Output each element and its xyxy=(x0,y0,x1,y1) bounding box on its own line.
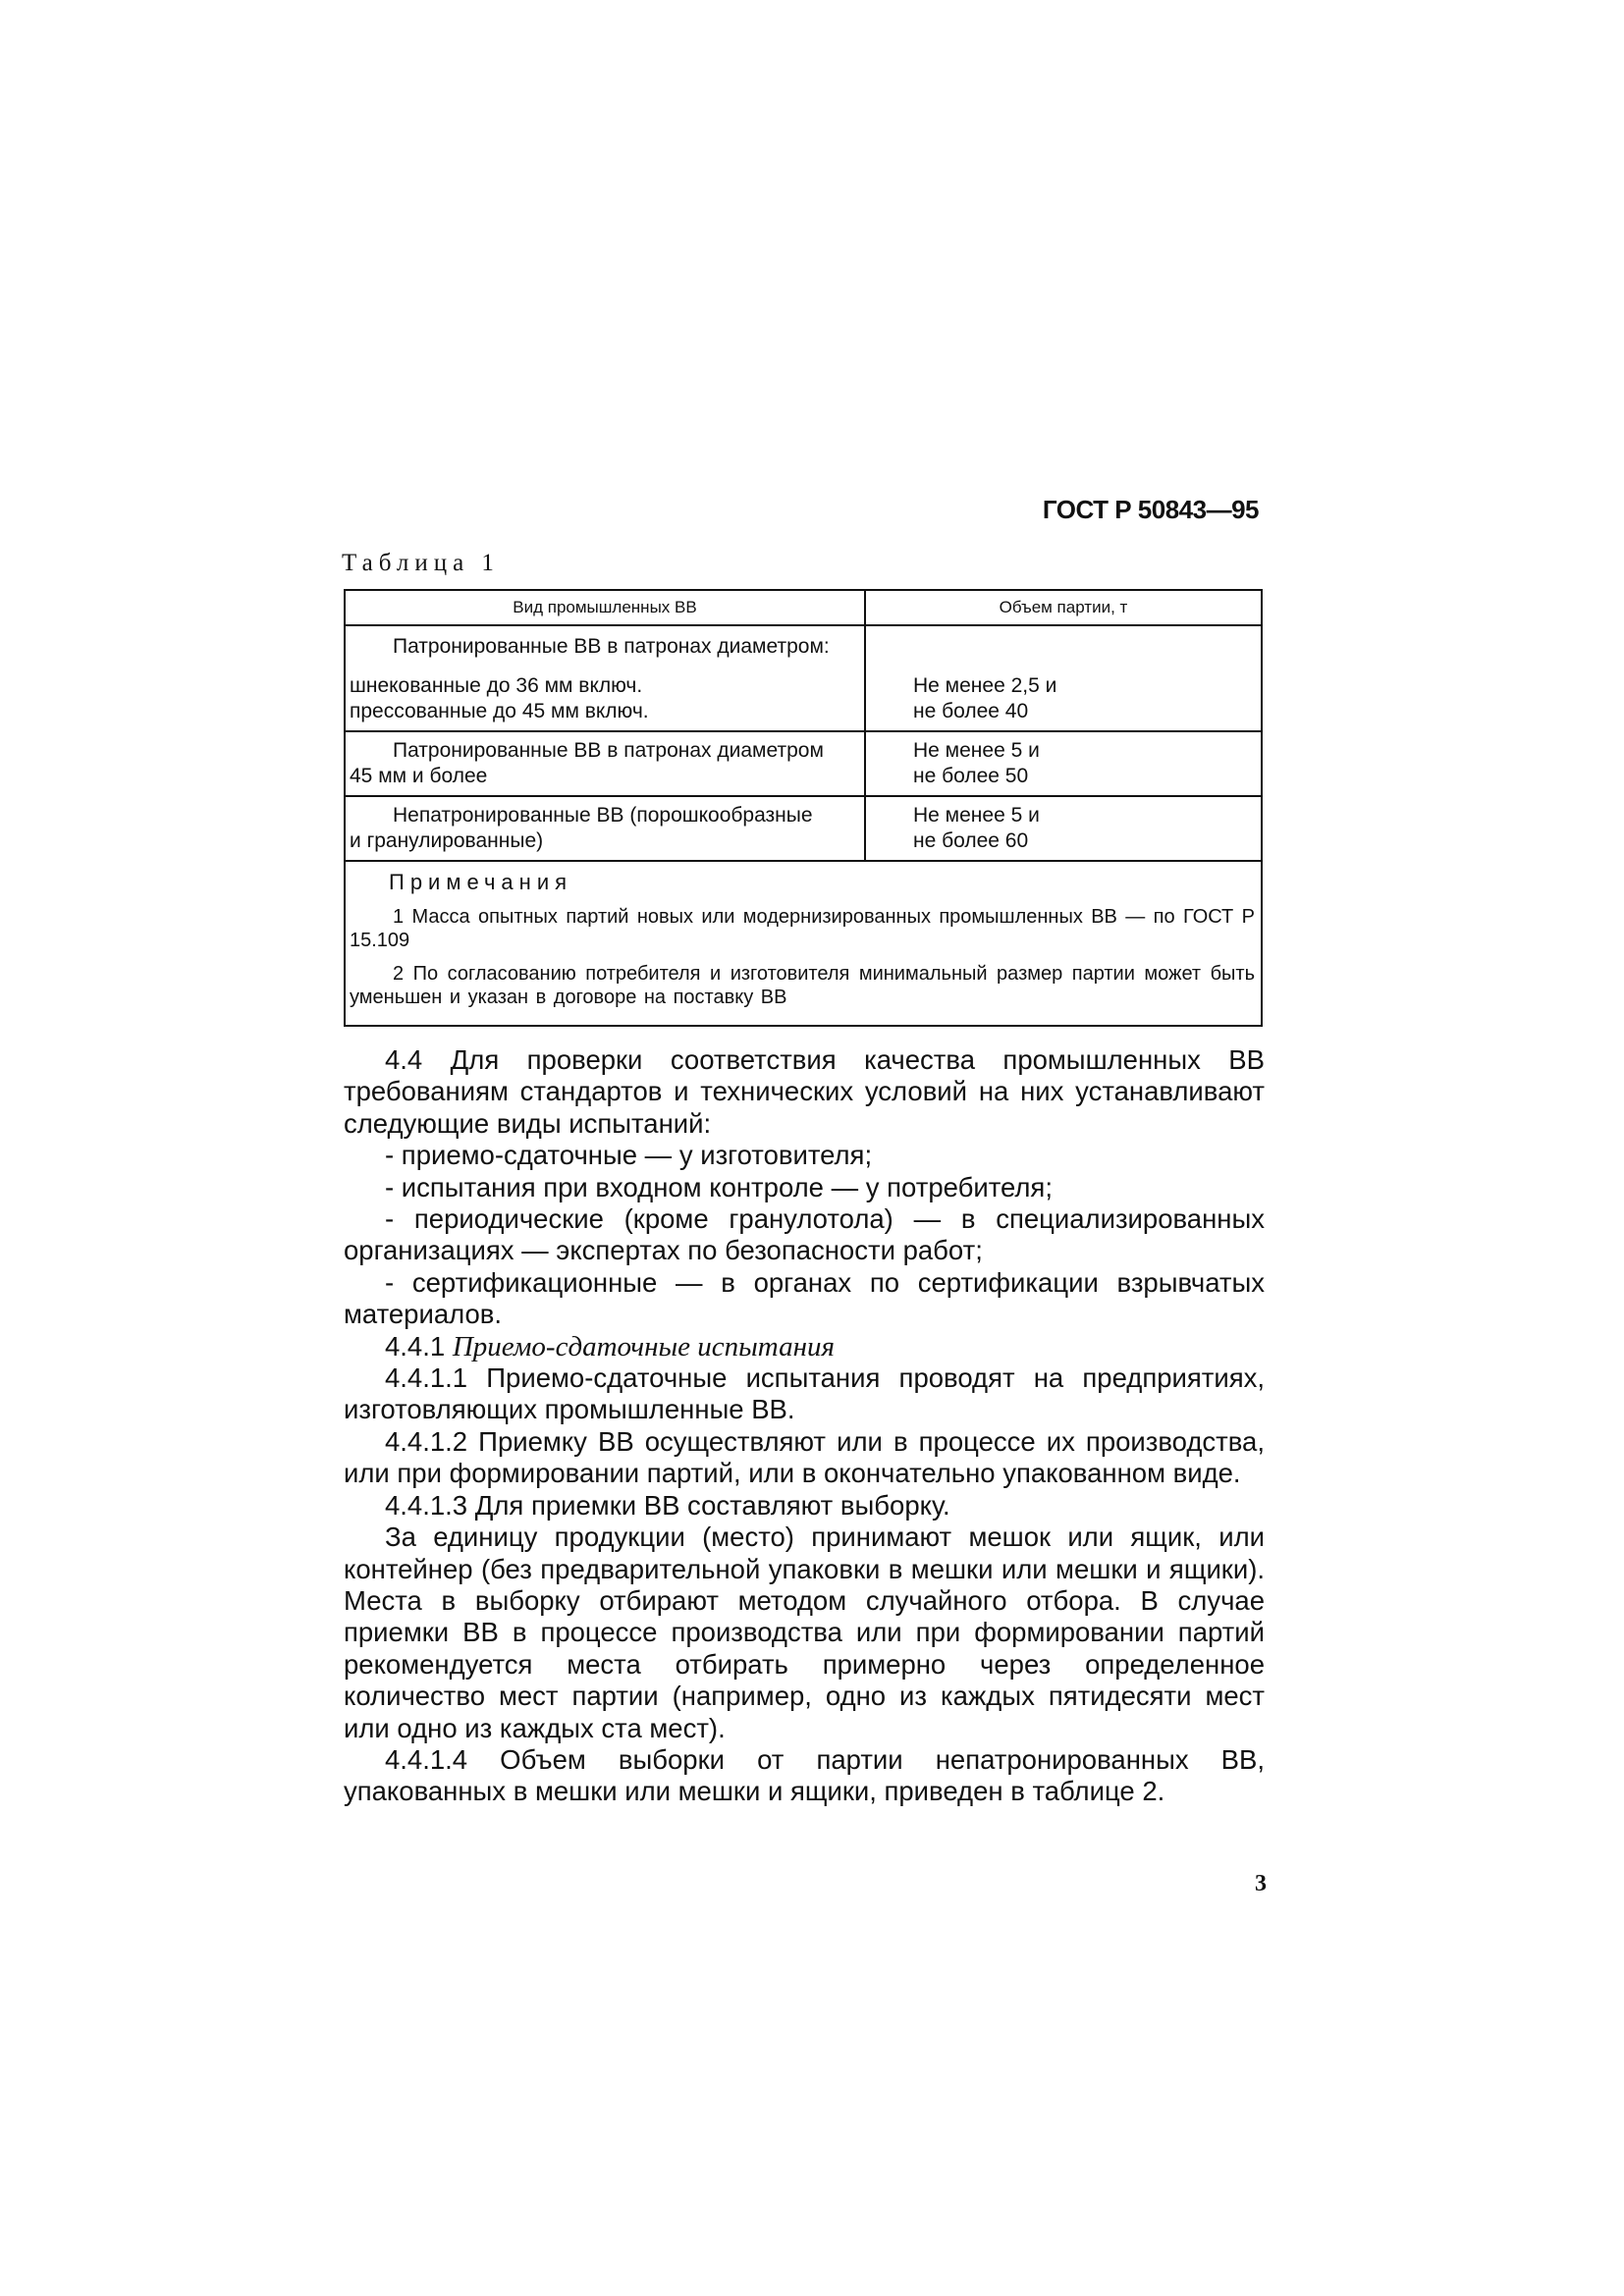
row-line: и гранулированные) xyxy=(350,829,544,852)
volume-line: не более 40 xyxy=(913,700,1029,722)
table-row xyxy=(346,797,1261,862)
table-row xyxy=(346,626,1261,732)
paragraph-4-4-1-2: 4.4.1.2 Приемку ВВ осуществляют или в процессе их производства, или при формировании партий, или в окончательно упакованном виде. xyxy=(344,1425,1265,1489)
paragraph-4-4-1-3-cont: За единицу продукции (место) принимают мешок или ящик, или контейнер (без предварительной упаковки в мешки или мешки и ящики). Места в выборку отбирают методом случайного отбора. В случае приемки ВВ в процессе производства или при формировании партий рекомендуется места отбирать примерно через определенное количество мест партии (например, одно из каждых пятидесяти мест или одно из каждых ста мест). xyxy=(344,1522,1265,1743)
note-1: 1 Масса опытных партий новых или модернизированных промышленных ВВ — по ГОСТ Р 15.109 xyxy=(350,906,1255,951)
body-text xyxy=(344,1044,1265,1808)
table-1 xyxy=(344,589,1263,1027)
list-item: - приемо-сдаточные — у изготовителя; xyxy=(385,1140,873,1171)
list-item: - испытания при входном контроле — у потребителя; xyxy=(385,1171,1053,1202)
section-title: Приемо-сдаточные испытания xyxy=(452,1330,835,1362)
paragraph-4-4-1-3: 4.4.1.3 Для приемки ВВ составляют выборку. xyxy=(385,1489,950,1521)
document-code: ГОСТ Р 50843—95 xyxy=(1042,495,1259,524)
volume-line: не более 50 xyxy=(913,765,1029,787)
row-line: Патронированные ВВ в патронах диаметром xyxy=(393,739,824,762)
row-title: Патронированные ВВ в патронах диаметром: xyxy=(393,635,830,658)
paragraph-4-4: 4.4 Для проверки соответствия качества промышленных ВВ требованиям стандартов и технических условий на них устанавливают следующие виды испытаний: xyxy=(344,1044,1265,1139)
volume-line: не более 60 xyxy=(913,829,1029,852)
row-line: 45 мм и более xyxy=(350,765,488,787)
volume-line: Не менее 5 и xyxy=(913,739,1040,762)
table-row xyxy=(346,732,1261,797)
paragraph-4-4-1-1: 4.4.1.1 Приемо-сдаточные испытания проводят на предприятиях, изготовляющих промышленные ВВ. xyxy=(344,1362,1265,1425)
section-number: 4.4.1 xyxy=(385,1330,446,1362)
column-header-volume: Объем партии, т xyxy=(999,598,1128,616)
row-line: Непатронированные ВВ (порошкообразные xyxy=(393,804,813,827)
row-subitem: прессованные до 45 мм включ. xyxy=(350,700,649,722)
table-header xyxy=(346,591,1261,626)
list-item: - сертификационные — в органах по сертификации взрывчатых материалов. xyxy=(344,1266,1265,1330)
notes-title: Примечания xyxy=(389,870,573,894)
page-number: 3 xyxy=(1255,1871,1267,1896)
volume-line: Не менее 2,5 и xyxy=(913,674,1057,697)
paragraph-4-4-1-4: 4.4.1.4 Объем выборки от партии непатронированных ВВ, упакованных в мешки или мешки и ящики, приведен в таблице 2. xyxy=(344,1743,1265,1807)
list-item: - периодические (кроме гранулотола) — в специализированных организациях — экспертах по безопасности работ; xyxy=(344,1203,1265,1266)
note-2: 2 По согласованию потребителя и изготовителя минимальный размер партии может быть уменьшен и указан в договоре на поставку ВВ xyxy=(350,963,1255,1008)
column-header-type: Вид промышленных ВВ xyxy=(346,591,866,624)
volume-line: Не менее 5 и xyxy=(913,804,1040,827)
table-caption: Таблица 1 xyxy=(342,550,500,576)
table-notes xyxy=(346,862,1261,1025)
section-heading-4-4-1 xyxy=(344,1331,1265,1362)
row-subitem: шнекованные до 36 мм включ. xyxy=(350,674,643,697)
